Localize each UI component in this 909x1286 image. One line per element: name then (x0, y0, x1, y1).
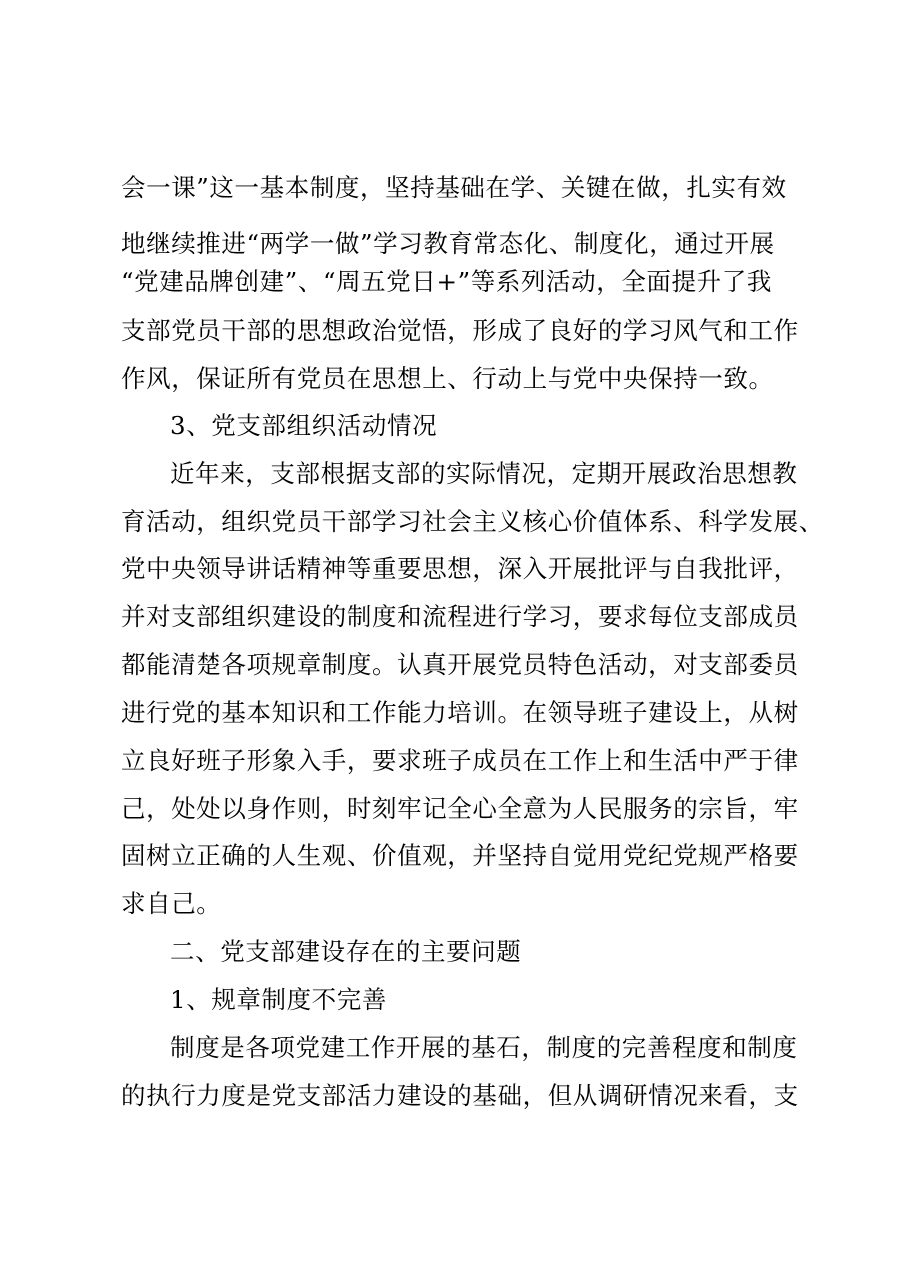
text-line: 并对支部组织建设的制度和流程进行学习，要求每位支部成员 (121, 602, 799, 631)
text-line: 求自己。 (121, 889, 222, 918)
text-line: “党建品牌创建”、“周五党日+”等系列活动，全面提升了我 (121, 267, 772, 296)
text-line: 育活动，组织党员干部学习社会主义核心价值体系、科学发展、 (121, 507, 824, 536)
text-line: 近年来，支部根据支部的实际情况，定期开展政治思想教 (170, 459, 798, 488)
text-line: 作风，保证所有党员在思想上、行动上与党中央保持一致。 (121, 364, 774, 393)
text-line: 立良好班子形象入手，要求班子成员在工作上和生活中严于律 (121, 746, 799, 775)
text-line: 固树立正确的人生观、价值观，并坚持自觉用党纪党规严格要 (121, 841, 799, 870)
text-line: 进行党的基本知识和工作能力培训。在领导班子建设上，从树 (121, 698, 799, 727)
text-line: 己，处处以身作则，时刻牢记全心全意为人民服务的宗旨，牢 (121, 794, 799, 823)
section-heading: 二、党支部建设存在的主要问题 (170, 937, 522, 966)
text-line: 都能清楚各项规章制度。认真开展党员特色活动，对支部委员 (121, 650, 799, 679)
text-line: 的执行力度是党支部活力建设的基础，但从调研情况来看，支 (121, 1081, 799, 1110)
subsection-heading: 1、规章制度不完善 (170, 985, 387, 1014)
text-line: 地继续推进“两学一做”学习教育常态化、制度化，通过开展 (121, 229, 775, 258)
section-heading: 3、党支部组织活动情况 (170, 411, 438, 440)
text-line: 支部党员干部的思想政治觉悟，形成了良好的学习风气和工作 (121, 316, 799, 345)
text-line: 制度是各项党建工作开展的基石，制度的完善程度和制度 (170, 1033, 798, 1062)
text-line: 党中央领导讲话精神等重要思想，深入开展批评与自我批评， (121, 554, 799, 583)
text-line: 会一课”这一基本制度，坚持基础在学、关键在做，扎实有效 (121, 173, 787, 202)
